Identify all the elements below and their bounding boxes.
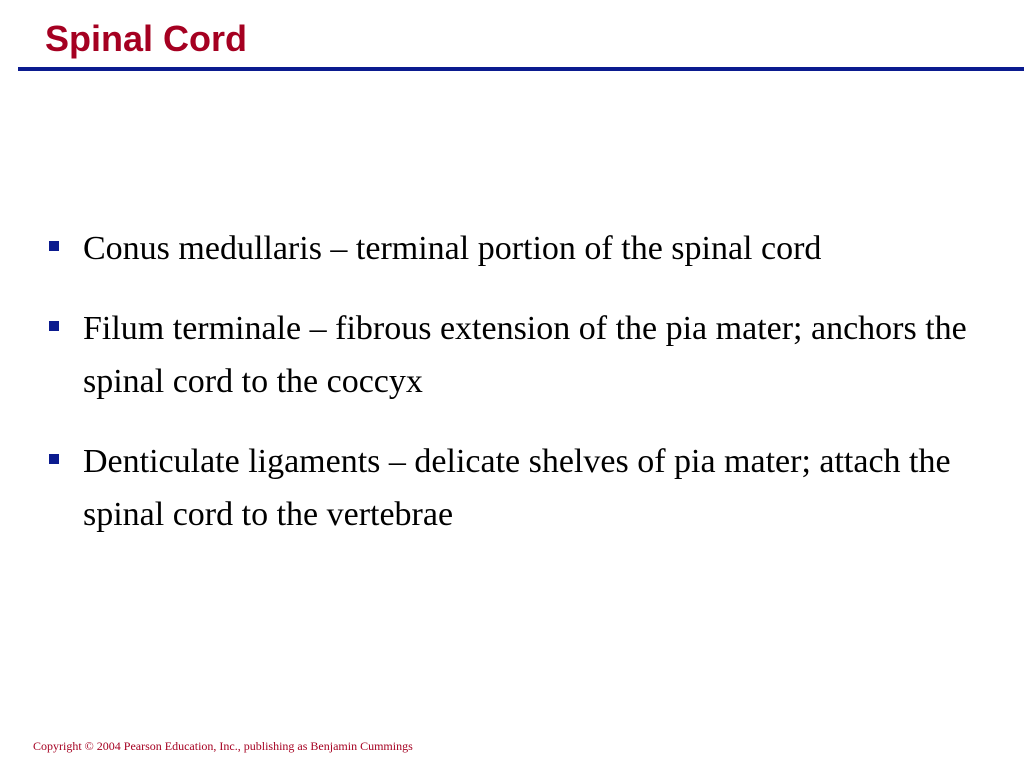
bullet-text: Filum terminale – fibrous extension of the pia mater; anchors the spinal cord to the coccyx <box>83 310 967 400</box>
bullet-text: Denticulate ligaments – delicate shelves of pia mater; attach the spinal cord to the vertebrae <box>83 443 951 533</box>
bullet-item-conus-medullaris <box>45 222 1005 275</box>
bullet-item-denticulate-ligaments <box>45 435 1005 541</box>
square-bullet-icon <box>49 241 59 251</box>
copyright-footer: Copyright © 2004 Pearson Education, Inc., publishing as Benjamin Cummings <box>33 739 413 753</box>
title-divider <box>18 67 1024 71</box>
bullet-item-filum-terminale <box>45 302 1005 408</box>
bullet-list <box>45 222 1005 568</box>
square-bullet-icon <box>49 454 59 464</box>
bullet-text: Conus medullaris – terminal portion of the spinal cord <box>83 230 822 267</box>
square-bullet-icon <box>49 321 59 331</box>
slide-title: Spinal Cord <box>45 18 248 59</box>
